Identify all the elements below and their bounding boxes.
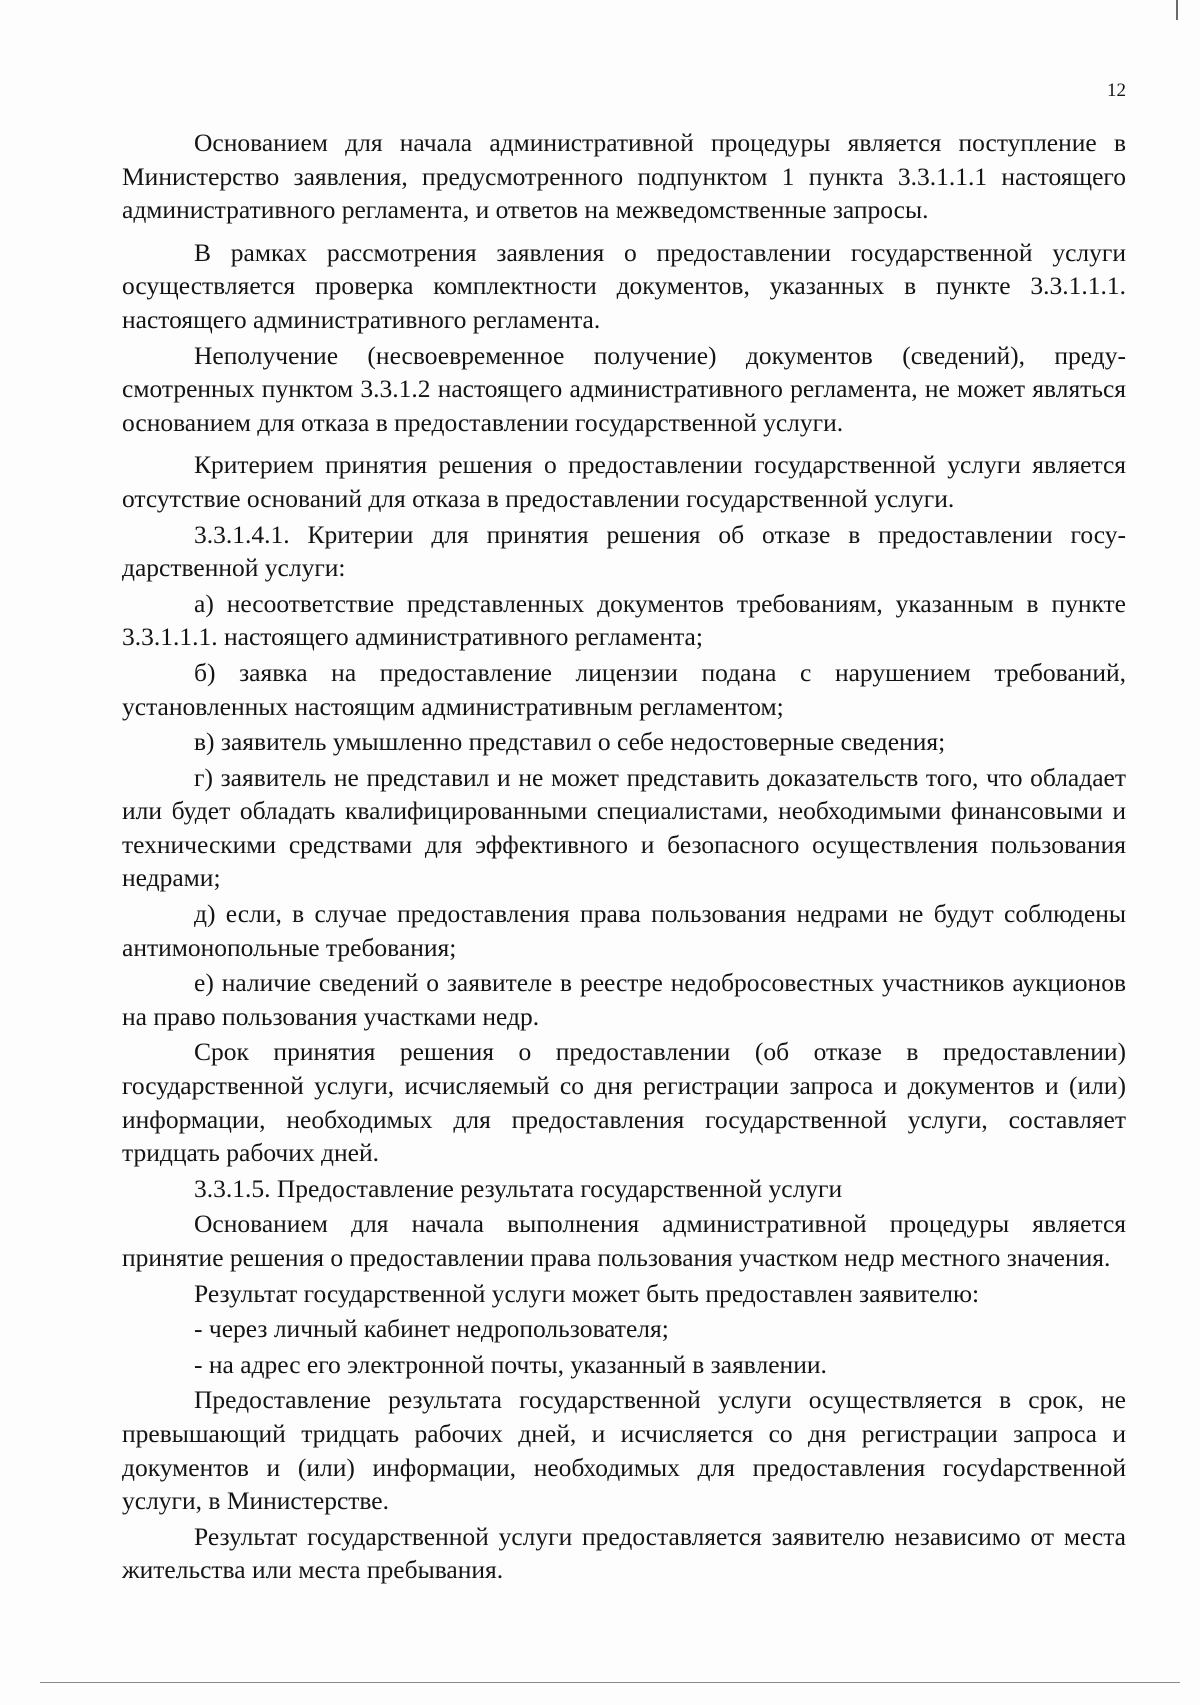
list-item-d: д) если, в случае предоставления права пользования недрами не будут соблюдены антимонопольные требования; xyxy=(122,899,1126,962)
page-number: 12 xyxy=(1107,80,1126,101)
paragraph: Основанием для начала административной процедуры является поступление в Министерство заявления, предусмотренного подпунктом 1 пункта 3.3.1.1.1 настоящего административного регламента, и ответов на межведомственные запросы. xyxy=(122,128,1126,225)
paragraph: Результат государственной услуги может быть предоставлен заявителю: xyxy=(194,1278,980,1308)
list-item-dash: - на адрес его электронной почты, указанный в заявлении. xyxy=(194,1349,827,1379)
list-item-b: б) заявка на предоставление лицензии подана с нарушением требований, установленных настоящим административным регламентом; xyxy=(122,657,1126,721)
paragraph: Результат государственной услуги предоставляется заявителю независимо от места жительства или места пребывания. xyxy=(122,1521,1126,1585)
paragraph: Неполучение (несвоевременное получение) документов (сведений), предусмотренных пунктом 3.3.1.2 настоящего административного регламента, не может являться основанием для отказа в предоставлении государственной услуги. xyxy=(122,340,1126,437)
paragraph: Критерием принятия решения о предоставлении государственной услуги является отсутствие оснований для отказа в предоставлении государственной услуги. xyxy=(122,450,1126,513)
document-body xyxy=(122,126,1126,1587)
paragraph: Срок принятия решения о предоставлении (об отказе в предоставлении) государственной услуги, исчисляемый со дня регистрации запроса и документов и (или) информации, необходимых для предоставления государственной услуги, составляет тридцать рабочих дней. xyxy=(122,1037,1126,1168)
section-heading-3-3-1-5: 3.3.1.5. Предоставление результата государственной услуги xyxy=(194,1173,843,1203)
list-item-e: е) наличие сведений о заявителе в реестре недобросовестных участников аукционов на право пользования участками недр. xyxy=(122,968,1126,1031)
scan-edge-line xyxy=(40,1682,1180,1683)
list-item-g: г) заявитель не представил и не может представить доказательств того, что обладает или будет обладать квалифицированными специалистами, необходимыми финансовыми и техническими средствами для эффективного и безопасного осуществления пользования недрами; xyxy=(122,762,1126,893)
section-3-3-1-4-1: 3.3.1.4.1. Критерии для принятия решения об отказе в предоставлении государственной услуги: xyxy=(122,519,1126,583)
list-item-a: а) несоответствие представленных документов требованиям, указанным в пункте 3.3.1.1.1. настоящего административного регламента; xyxy=(122,588,1126,652)
paragraph: В рамках рассмотрения заявления о предоставлении государственной услуги осуществляется проверка комплектности документов, указанных в пункте 3.3.1.1.1. настоящего административного регламента. xyxy=(122,237,1126,334)
paragraph: Основанием для начала выполнения административной процедуры является принятие решения о предоставлении права пользования участком недр местного значения. xyxy=(122,1209,1126,1272)
paragraph: Предоставление результата государственной услуги осуществляется в срок, не превышающий тридцать рабочих дней, и исчисляется со дня регистрации запроса и документов и (или) информации, необходимых для предоставления госуdарственной услуги, в Министерстве. xyxy=(122,1385,1126,1516)
list-item-dash: - через личный кабинет недропользователя; xyxy=(194,1314,669,1344)
list-item-v: в) заявитель умышленно представил о себе недостоверные сведения; xyxy=(194,727,946,757)
scan-artifact-mark xyxy=(1176,0,1178,20)
